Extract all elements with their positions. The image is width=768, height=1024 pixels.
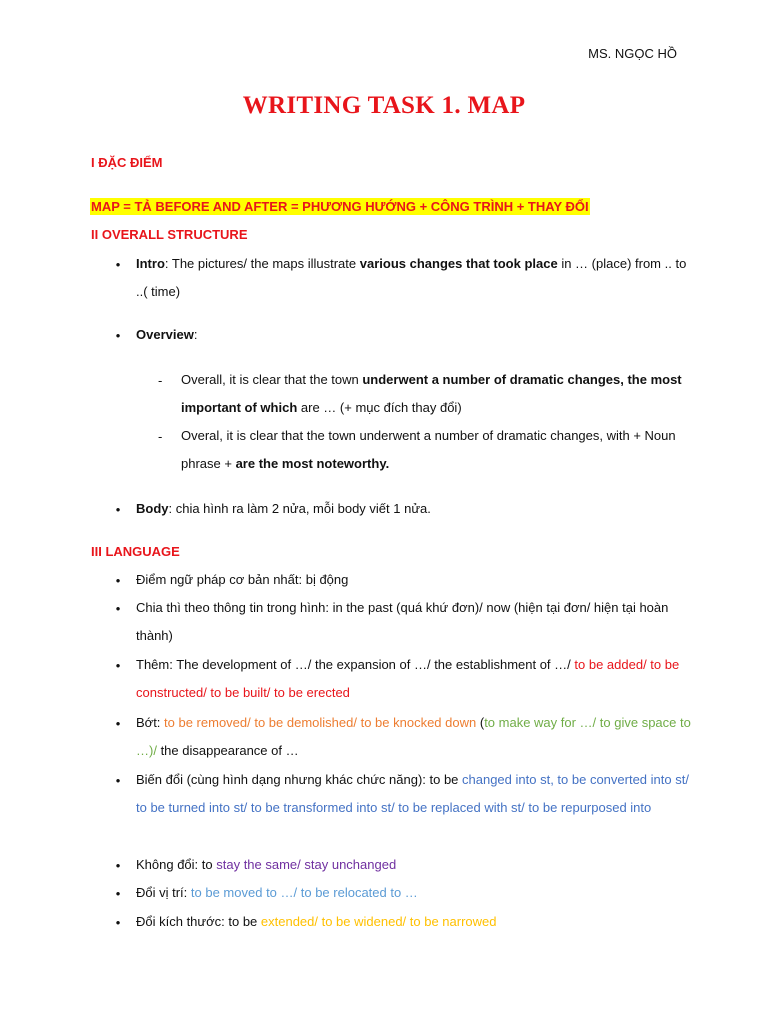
bullet-intro: • (115, 257, 121, 272)
add-verbs: to be added/ to be constructed/ to be built/ to be erected (136, 657, 680, 700)
remove-text-2: ( (476, 715, 485, 730)
unchanged-text: Không đổi: to (136, 857, 217, 872)
section-heading-features: I ĐẶC ĐIỂM (91, 155, 163, 170)
transform-verbs: changed into st, to be converted into st/ to be turned into st/ to be transformed into st/ to be replaced with st/ to be repurposed into (136, 772, 689, 815)
add-text: Thêm: The development of …/ the expansion of …/ the establishment of …/ (136, 657, 575, 672)
intro-label: Intro (136, 256, 165, 271)
body-label: Body (136, 501, 169, 516)
highlighted-formula: MAP = TẢ BEFORE AND AFTER = PHƯƠNG HƯỚNG + CÔNG TRÌNH + THAY ĐỔI (91, 199, 589, 214)
remove-purpose: to make way for …/ to give space to …)/ (136, 715, 691, 758)
section-heading-language: III LANGUAGE (91, 544, 180, 559)
bullet-language-3: • (115, 658, 121, 673)
intro-text-2: in … (place) from .. to ..( time) (136, 256, 687, 299)
bullet-body: • (115, 502, 121, 517)
dash-overview-2: - (158, 429, 163, 444)
intro-paragraph (136, 250, 696, 306)
relocate-verbs: to be moved to …/ to be relocated to … (190, 885, 418, 900)
author-name: MS. NGỌC HỒ (588, 46, 677, 61)
language-item-tenses: Chia thì theo thông tin trong hình: in the past (quá khứ đơn)/ now (hiện tại đơn/ hiện tại hoàn thành) (136, 600, 669, 643)
language-item-add (136, 651, 696, 707)
page-title: WRITING TASK 1. MAP (242, 92, 526, 119)
body-paragraph (136, 495, 696, 523)
overview-colon: : (193, 327, 198, 342)
bullet-language-6: • (115, 858, 121, 873)
overview-option-2-bold: are the most noteworthy. (235, 456, 390, 471)
bullet-language-7: • (115, 886, 121, 901)
overview-option-2-text: Overal, it is clear that the town underwent a number of dramatic changes, with + Noun phrase + (181, 428, 676, 471)
section-heading-structure: II OVERALL STRUCTURE (91, 227, 248, 242)
body-text: : chia hình ra làm 2 nửa, mỗi body viết 1 nửa. (168, 501, 431, 516)
language-item-remove (136, 709, 696, 765)
resize-text: Đổi kích thước: to be (136, 914, 261, 929)
remove-text-1: Bớt: (136, 715, 165, 730)
bullet-overview: • (115, 328, 121, 343)
language-item-relocate (136, 879, 696, 907)
unchanged-verbs: stay the same/ stay unchanged (216, 857, 397, 872)
resize-verbs: extended/ to be widened/ to be narrowed (260, 914, 497, 929)
bullet-language-1: • (115, 573, 121, 588)
remove-verbs: to be removed/ to be demolished/ to be knocked down (164, 715, 477, 730)
dash-overview-1: - (158, 373, 163, 388)
language-item-transform (136, 766, 696, 822)
overview-label: Overview (136, 327, 194, 342)
bullet-language-8: • (115, 915, 121, 930)
overview-paragraph (136, 321, 696, 349)
overview-option-1-bold: underwent a number of dramatic changes, the most important of which (181, 372, 682, 415)
bullet-language-4: • (115, 716, 121, 731)
bullet-language-2: • (115, 601, 121, 616)
overview-option-1 (181, 366, 696, 422)
overview-option-1-text-1: Overall, it is clear that the town (181, 372, 363, 387)
overview-option-1-text-2: are … (+ mục đích thay đổi) (297, 400, 462, 415)
intro-text-1: : The pictures/ the maps illustrate (164, 256, 360, 271)
relocate-text: Đổi vị trí: (136, 885, 191, 900)
language-item-unchanged (136, 851, 696, 879)
bullet-language-5: • (115, 773, 121, 788)
language-item-grammar: Điểm ngữ pháp cơ bản nhất: bị động (136, 572, 349, 587)
intro-bold-phrase: various changes that took place (359, 256, 558, 271)
language-item-resize (136, 908, 696, 936)
transform-text: Biến đổi (cùng hình dạng nhưng khác chức năng): to be (136, 772, 463, 787)
remove-text-3: the disappearance of … (156, 743, 299, 758)
overview-option-2 (181, 422, 696, 478)
